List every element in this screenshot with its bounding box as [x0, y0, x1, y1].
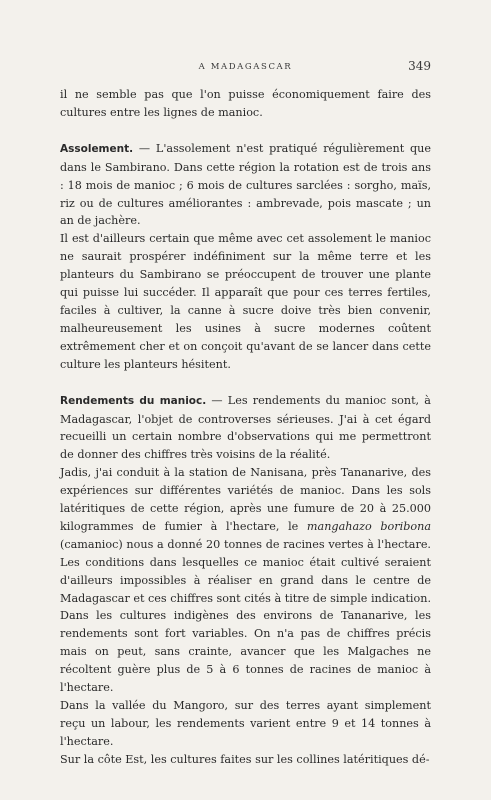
section-heading-assolement: Assolement. — [60, 142, 134, 155]
paragraph: Sur la côte Est, les cultures faites sur les collines latéritiques dé- — [60, 752, 430, 766]
paragraph-rendements — [60, 392, 431, 465]
italic-variety-name: mangahazo boribona — [306, 519, 431, 533]
paragraph-text: — L'assolement n'est pratiqué régulièrement que dans le Sambirano. Dans cette région la rotation est de trois ans : 18 mois de manioc ; 6 mois de cultures sarclées : sorgho, maïs, riz ou de cultures améliorantes : ambrevade, pois mascate ; un an de jachère. — [60, 141, 431, 228]
paragraph-assolement — [60, 140, 431, 231]
paragraph: Dans les cultures indigènes des environs de Tananarive, les rendements sont fort variables. On n'a pas de chiffres précis mais on peut, sans crainte, avancer que les Malgaches ne récoltent guère plus de 5 à 6 tonnes de racines de manioc à l'hectare. — [60, 609, 431, 695]
paragraph-text: (camanioc) nous a donné 20 tonnes de racines vertes à l'hectare. Les conditions dans lesquelles ce manioc était cultivé seraient d'ailleurs impossibles à réaliser en grand dans le centre de Madagascar et ces chiffres sont cités à titre de simple indication. — [60, 537, 432, 605]
running-head: A MADAGASCAR — [198, 62, 293, 72]
paragraph — [60, 464, 431, 607]
paragraph-text: Jadis, j'ai conduit à la station de Nanisana, près Tananarive, des expériences sur différentes variétés de manioc. Dans les sols latéritiques de cette région, après une fumure de 20 à 25.000 kilogrammes de fumier à l'hectare, le — [60, 466, 431, 533]
page-number: 349 — [408, 59, 431, 73]
section-heading-rendements: Rendements du manioc. — [60, 394, 207, 407]
page-header — [60, 59, 431, 78]
paragraph: Dans la vallée du Mangoro, sur des terres ayant simplement reçu un labour, les rendements varient entre 9 et 14 tonnes à l'hectare. — [60, 699, 431, 748]
paragraph-text: — Les rendements du manioc sont, à Madagascar, l'objet de controverses sérieuses. J'ai à cet égard recueilli un certain nombre d'observations qui me permettront de donner des chiffres très voisins de la réalité. — [60, 393, 431, 462]
paragraph-continuation: il ne semble pas que l'on puisse économiquement faire des cultures entre les lignes de manioc. — [60, 88, 431, 119]
body-text — [60, 86, 431, 769]
paragraph: Il est d'ailleurs certain que même avec cet assolement le manioc ne saurait prospérer indéfiniment sur la même terre et les planteurs du Sambirano se préoccupent de trouver une plante qui puisse lui succéder. Il apparaît que pour ces terres fertiles, faciles à cultiver, la canne à sucre doive très bien convenir, malheureusement les usines à sucre modernes coûtent extrêmement cher et on conçoit qu'avant de se lancer dans cette culture les planteurs hésitent. — [60, 232, 431, 371]
